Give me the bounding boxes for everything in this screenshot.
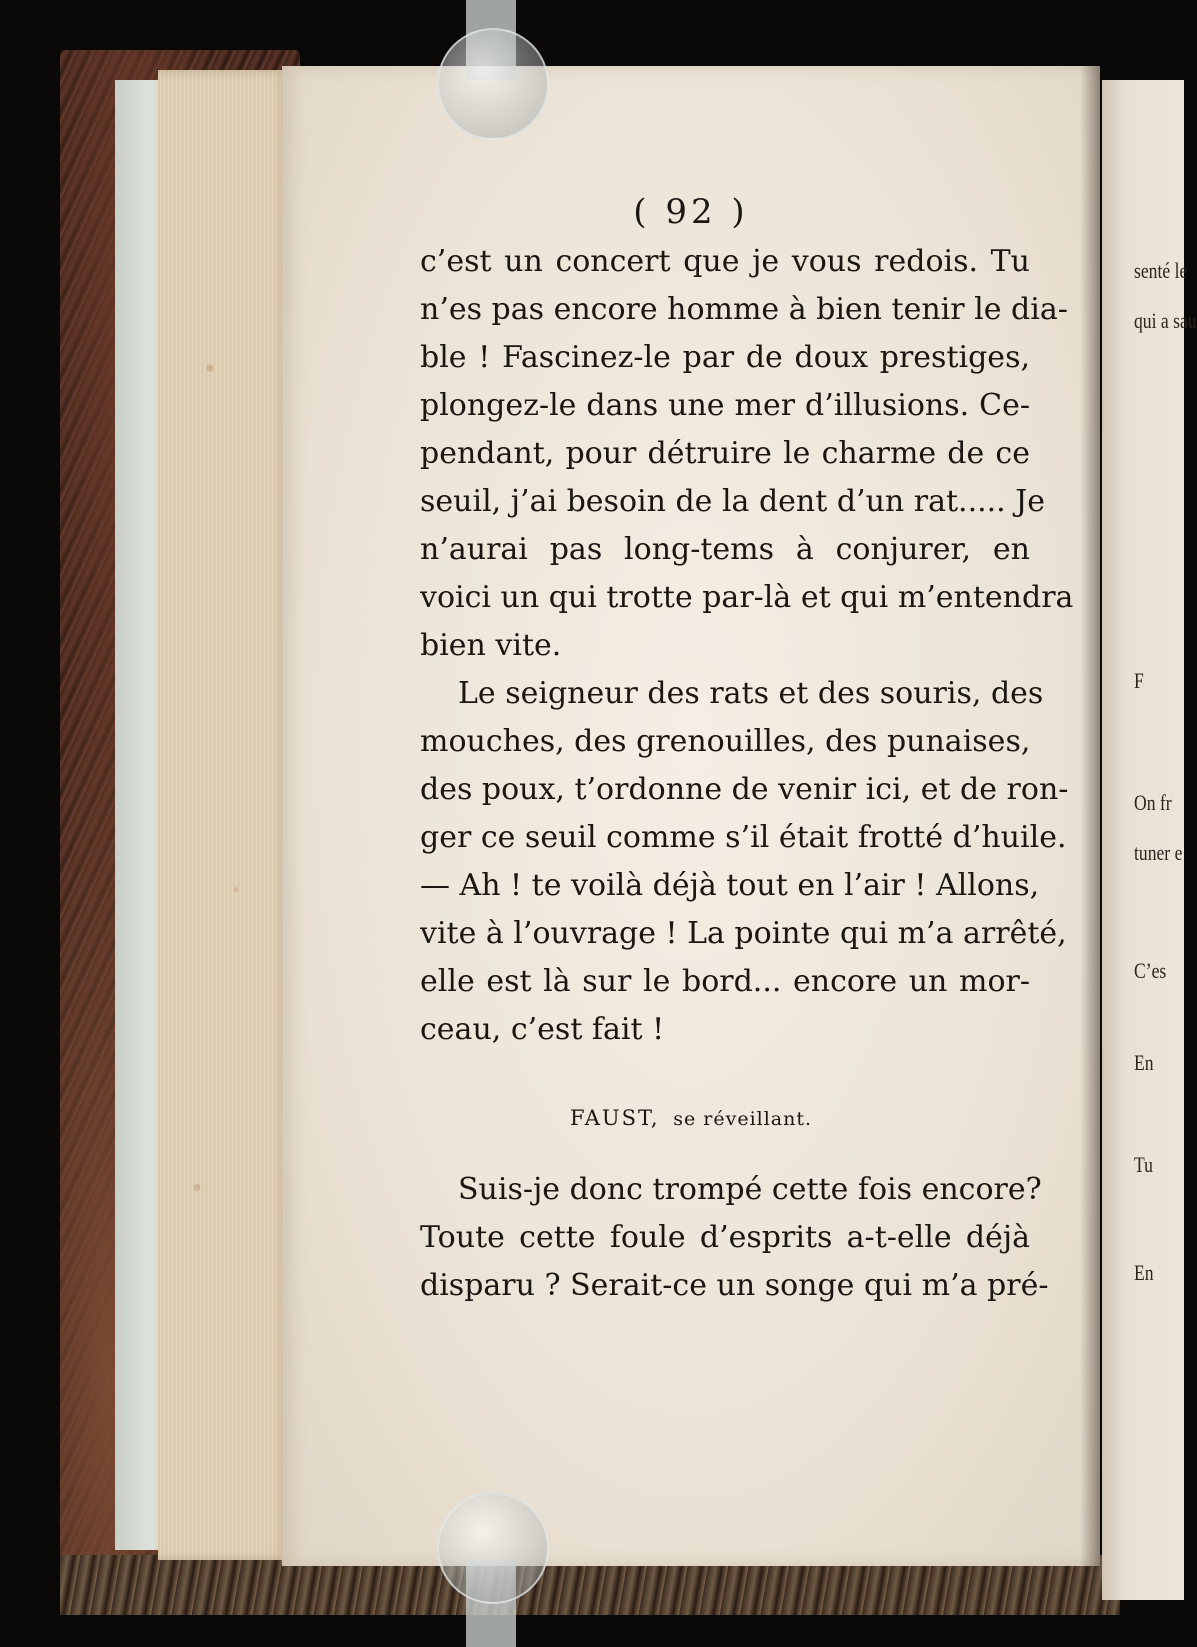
text-line: — Ah ! te voilà déjà tout en l’air ! Allons, [420,868,1040,903]
text-line: Toute cette foule d’esprits a-t-elle déjà [420,1220,1030,1255]
text-line: ble ! Fascinez-le par de doux prestiges, [420,340,1030,375]
facing-text-fragment: On fr [1134,790,1172,815]
text-line: vite à l’ouvrage ! La pointe qui m’a arrêté, [420,916,1067,951]
facing-text-fragment: tuner e [1134,840,1183,865]
paragraph-3 [420,1166,1049,1310]
text-line: plongez-le dans une mer d’illusions. Ce- [420,388,1030,423]
facing-text-fragment: F [1134,668,1144,693]
gutter-shadow [1080,66,1100,1566]
stage-direction: se réveillant. [673,1108,813,1130]
page-number: ( 92 ) [633,192,749,232]
text-line: elle est là sur le bord... encore un mor- [420,964,1030,999]
text-line: bien vite. [420,628,562,663]
text-line: des poux, t’ordonne de venir ici, et de ron- [420,772,1069,807]
speaker-name: FAUST, [569,1106,660,1130]
text-line: mouches, des grenouilles, des punaises, [420,724,1031,759]
plastic-clip-top [437,28,549,140]
text-line: disparu ? Serait-ce un songe qui m’a pré- [420,1268,1049,1303]
text-line: Le seigneur des rats et des souris, des [458,676,1044,711]
text-line: c’est un concert que je vous redois. Tu [420,244,1030,279]
facing-text-fragment: En [1134,1050,1154,1075]
facing-page [1102,80,1197,1600]
plastic-clip-bottom [437,1492,549,1604]
facing-text-fragment: C’es [1134,958,1167,983]
text-line: ger ce seuil comme s’il était frotté d’huile. [420,820,1067,855]
speaker-heading [282,1106,1100,1130]
facing-text-fragment: En [1134,1260,1154,1285]
facing-text-fragment: senté le [1134,258,1188,283]
page-fore-edges [158,70,288,1560]
facing-text-fragment: qui a sau [1134,308,1197,333]
text-line: voici un qui trotte par-là et qui m’entendra [420,580,1074,615]
text-line: seuil, j’ai besoin de la dent d’un rat..... Je [420,484,1046,519]
text-line: ceau, c’est fait ! [420,1012,665,1047]
book-page [282,66,1100,1566]
facing-text-fragment: Tu [1134,1152,1153,1177]
text-line: pendant, pour détruire le charme de ce [420,436,1030,471]
text-line: n’aurai pas long-tems à conjurer, en [420,532,1030,567]
paragraph-1 [420,238,1074,1054]
text-line: n’es pas encore homme à bien tenir le dia- [420,292,1068,327]
text-line: Suis-je donc trompé cette fois encore? [458,1172,1042,1207]
